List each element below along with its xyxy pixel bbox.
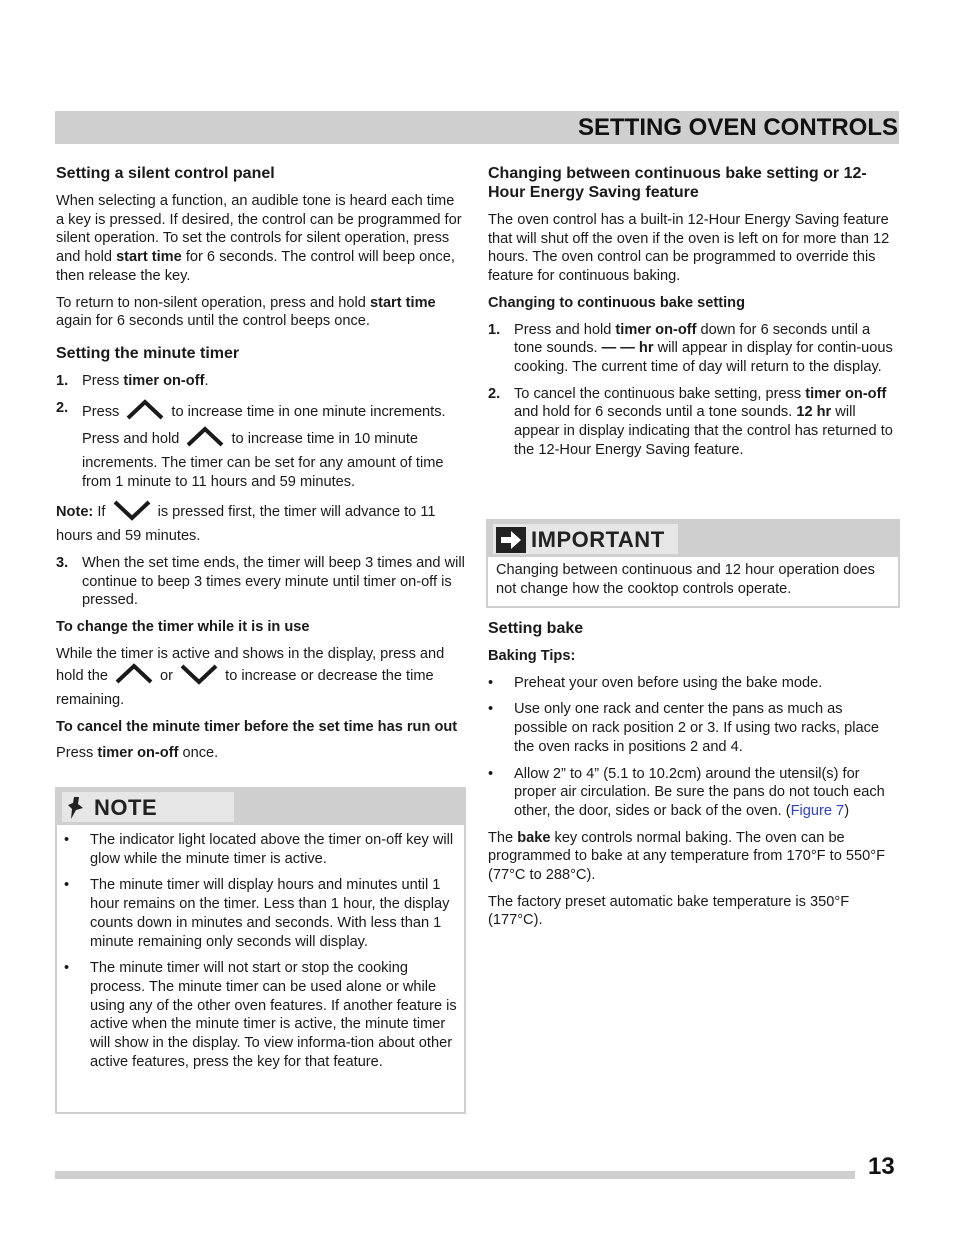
up-arrow-key-icon <box>125 399 165 427</box>
cancel-timer-heading: To cancel the minute timer before the set time has run out <box>56 718 458 735</box>
right-column-top <box>488 164 898 467</box>
list-item: • Use only one rack and center the pans as much as possible on rack position 2 or 3. If using two racks, place the oven racks in positions 2 and 4. <box>488 701 880 755</box>
pushpin-icon <box>66 795 88 826</box>
continuous-step-1: 1. Press and hold timer on-off down for 6 seconds until a tone sounds. — — hr will appear in display for contin-uous cooking. The current time of day will return to the display. <box>488 321 893 375</box>
silent-paragraph-2: To return to non-silent operation, press and hold start time again for 6 seconds until the control beeps once. <box>56 294 436 330</box>
list-item: • The indicator light located above the timer on-off key will glow while the minute timer is active. <box>64 832 454 867</box>
bake-heading: Setting bake <box>488 620 584 637</box>
important-label-area <box>493 524 678 554</box>
up-arrow-key-icon <box>185 426 225 454</box>
down-arrow-key-icon <box>112 499 152 527</box>
list-item: • The minute timer will not start or stop the cooking process. The minute timer can be used alone or while using any of the other oven features. If another feature is active when the minute timer is active, the minute timer will show in the display. To view informa-tion about other active features, press the key for that feature. <box>64 960 457 1070</box>
silent-paragraph-1: When selecting a function, an audible tone is heard each time a key is pressed. If desired, the control can be programmed for silent operation. To set the controls for silent operation, press and hold start time for 6 seconds. The control will beep once, then release the key. <box>56 193 462 284</box>
note-body <box>64 831 458 1079</box>
continuous-step-2: 2. To cancel the continuous bake setting, press timer on-off and hold for 6 seconds until a tone sounds. 12 hr will appear in display indicating that the control has returned to the 12-Hour Energy Saving feature. <box>488 385 893 458</box>
timer-step-2: 2. Press to increase time in one minute increments. Press and hold to increase time in 10 minute increments. The timer can be set for any amount of time from 1 minute to 11 hours and 59 minutes. <box>56 399 446 490</box>
timer-step-3: 3. When the set time ends, the timer will beep 3 times and will continue to beep 3 times every minute until timer on-off is pressed. <box>56 554 465 609</box>
important-text: Changing between continuous and 12 hour operation does not change how the cooktop controls operate. <box>496 562 875 597</box>
right-column-bottom <box>488 619 898 938</box>
change-timer-heading: To change the timer while it is in use <box>56 618 310 635</box>
bake-paragraph-1: The bake key controls normal baking. The oven can be programmed to bake at any temperature from 170°F to 550°F (77°C to 288°C). <box>488 829 885 884</box>
continuous-subheading: Changing to continuous bake setting <box>488 294 746 311</box>
note-box <box>55 787 466 1114</box>
left-column <box>56 164 466 771</box>
important-label: IMPORTANT <box>531 527 665 552</box>
continuous-heading: Changing between continuous bake setting or 12-Hour Energy Saving feature <box>488 165 867 201</box>
footer-bar <box>55 1171 855 1179</box>
arrow-right-icon <box>496 527 528 558</box>
cancel-timer-paragraph: Press timer on-off once. <box>56 745 219 762</box>
list-item: • The minute timer will display hours and minutes until 1 hour remains on the timer. Less than 1 hour, the display counts down in minutes and seconds. With less than 1 minute remaining only seconds will display. <box>64 877 450 950</box>
list-item: • Preheat your oven before using the bake mode. <box>488 674 823 691</box>
figure-7-link[interactable]: Figure 7 <box>790 802 845 819</box>
baking-tips-heading: Baking Tips: <box>488 648 576 664</box>
bake-paragraph-2: The factory preset automatic bake temperature is 350°F (177°C). <box>488 893 850 929</box>
list-item: • Allow 2” to 4” (5.1 to 10.2cm) around the utensil(s) for proper air circulation. Be sure the pans do not touch each other, the door, sides or back of the oven. (Figure 7) <box>488 765 885 819</box>
page-title: SETTING OVEN CONTROLS <box>577 114 898 141</box>
note-label-area <box>62 792 234 822</box>
up-arrow-key-icon <box>114 663 154 691</box>
continuous-intro: The oven control has a built-in 12-Hour Energy Saving feature that will shut off the oven if the oven is left on for more than 12 hours. The oven control can be programmed to override this feature for continuous baking. <box>488 212 890 285</box>
timer-heading: Setting the minute timer <box>56 344 240 362</box>
silent-heading: Setting a silent control panel <box>56 165 275 182</box>
change-timer-paragraph: While the timer is active and shows in the display, press and hold the or to increase or decrease the time remaining. <box>56 645 445 709</box>
timer-step-1: 1. Press timer on-off. <box>56 372 209 389</box>
timer-note: Note: If is pressed first, the timer will advance to 11 hours and 59 minutes. <box>56 499 466 545</box>
down-arrow-key-icon <box>179 663 219 691</box>
page-number: 13 <box>868 1153 895 1180</box>
note-label: NOTE <box>94 795 158 820</box>
important-box <box>486 519 900 608</box>
